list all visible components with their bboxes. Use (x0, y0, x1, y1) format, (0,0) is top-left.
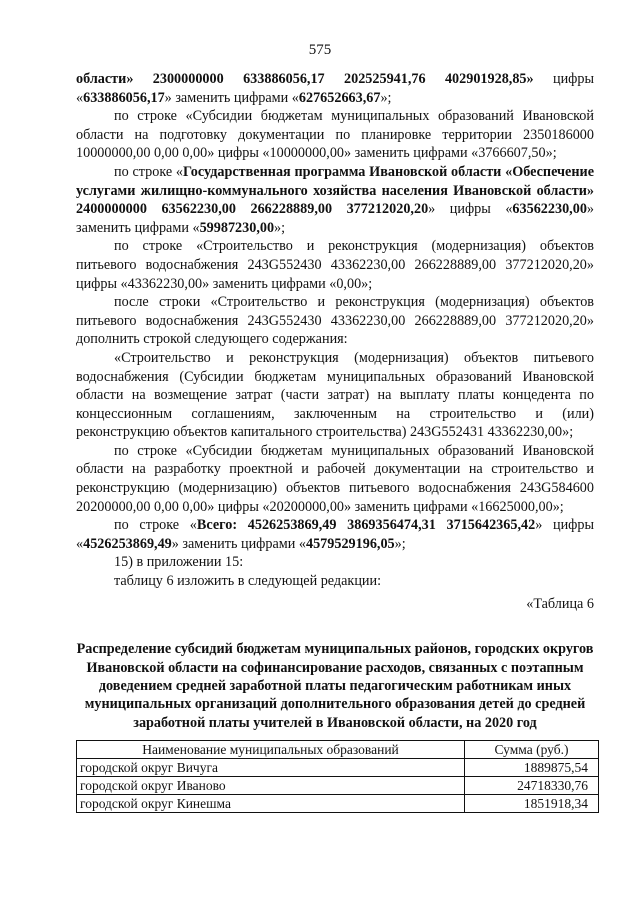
paragraph-1: области» 2300000000 633886056,17 202525941,76 402901928,85» цифры «633886056,17» заменить цифрами «627652663,67»; (76, 71, 594, 106)
cell-name: городской округ Вичуга (77, 759, 465, 777)
paragraph-5: после строки «Строительство и реконструкция (модернизация) объектов питьевого водоснабжения 243G552430 43362230,00 266228889,00 377212020,20» дополнить строкой следующего содержания: (76, 294, 594, 348)
paragraph-4: по строке «Строительство и реконструкция (модернизация) объектов питьевого водоснабжения 243G552430 43362230,00 266228889,00 377212020,20» цифры «43362230,00» заменить цифрами «0,00»; (76, 238, 594, 292)
page-number: 575 (308, 42, 332, 58)
paragraph-6: «Строительство и реконструкция (модернизация) объектов питьевого водоснабжения (Субсидии бюджетам муниципальных образований Ивановской области на возмещение затрат (части затрат) на выплату платы концедента по концессионным соглашениям, заключенным на строительство и (или) реконструкцию объектов капитального строительства) 243G552431 43362230,00»; (76, 349, 594, 441)
paragraph-8: по строке «Всего: 4526253869,49 3869356474,31 3715642365,42» цифры «4526253869,49» заменить цифрами «4579529196,05»; (76, 517, 594, 552)
subsidy-table (76, 740, 599, 813)
table-header-row (77, 741, 599, 759)
cell-sum: 1851918,34 (465, 795, 599, 813)
cell-sum: 24718330,76 (465, 777, 599, 795)
paragraph-9: 15) в приложении 15: (114, 554, 244, 571)
table-row (77, 759, 599, 777)
document-body (76, 70, 594, 813)
paragraph-7: по строке «Субсидии бюджетам муниципальных образований Ивановской области на разработку проектной и рабочей документации на строительство и реконструкцию (модернизацию) объектов питьевого водоснабжения 243G584600 20200000,00 0,00 0,00» цифры «20200000,00» заменить цифрами «16625000,00»; (76, 442, 594, 515)
paragraph-10: таблицу 6 изложить в следующей редакции: (114, 573, 382, 590)
cell-name: городской округ Кинешма (77, 795, 465, 813)
column-header-sum: Сумма (руб.) (465, 741, 599, 759)
paragraph-3: по строке «Государственная программа Ивановской области «Обеспечение услугами жилищно-коммунального хозяйства населения Ивановской области» 2400000000 63562230,00 266228889,00 377212020,20» цифры «63562230,00» заменить цифрами «59987230,00»; (76, 163, 594, 236)
table-label: «Таблица 6 (526, 595, 594, 612)
cell-name: городской округ Иваново (77, 777, 465, 795)
table-title: Распределение субсидий бюджетам муниципальных районов, городских округов Ивановской области на софинансирование расходов, связанных с поэтапным доведением средней заработной платы педагогическим работникам иных муниципальных организаций дополнительного образования детей до средней заработной платы учителей в Ивановской области, на 2020 год (76, 641, 594, 731)
table-row (77, 777, 599, 795)
column-header-name: Наименование муниципальных образований (77, 741, 465, 759)
cell-sum: 1889875,54 (465, 759, 599, 777)
paragraph-2: по строке «Субсидии бюджетам муниципальных образований Ивановской области на подготовку документации по планировке территории 2350186000 10000000,00 0,00 0,00» цифры «10000000,00» заменить цифрами «3766607,50»; (76, 108, 594, 162)
table-row (77, 795, 599, 813)
